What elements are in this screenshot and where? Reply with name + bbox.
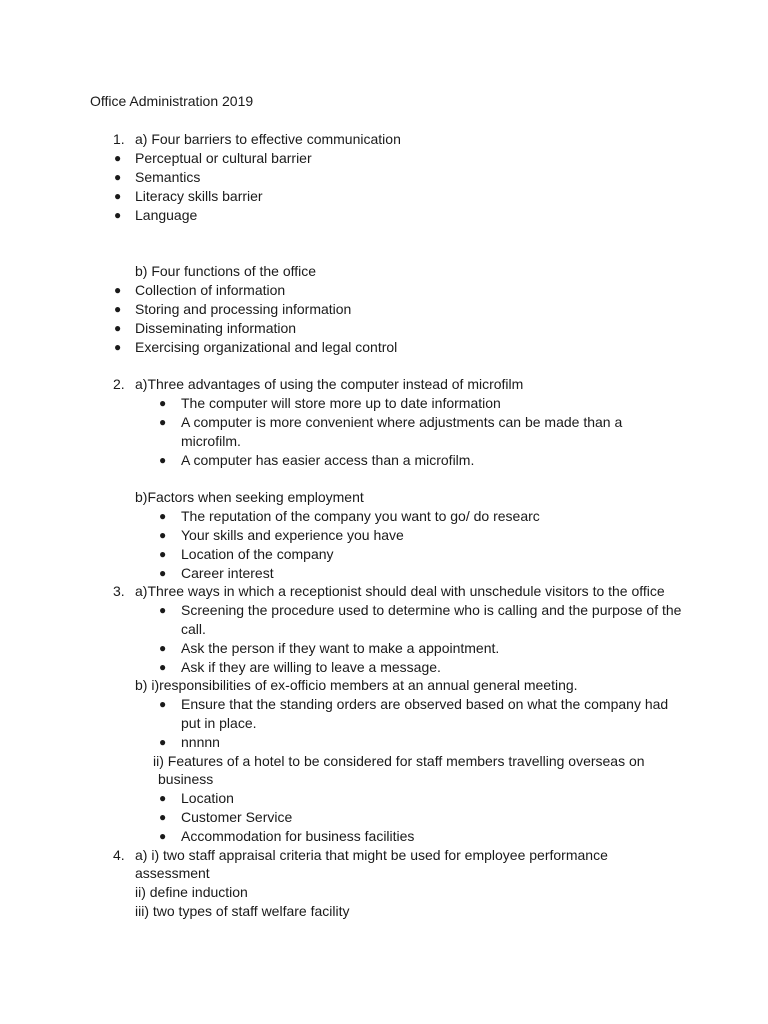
q2-b-item: The reputation of the company you want to go/ do researc <box>181 508 540 524</box>
q1-b-item: Exercising organizational and legal control <box>135 339 398 355</box>
bullet-icon: ● <box>159 791 167 805</box>
bullet-icon: ● <box>159 396 167 410</box>
q3-a-item: Screening the procedure used to determine who is calling and the purpose of the <box>181 602 682 618</box>
q2-a-item-continuation: microfilm. <box>181 433 241 449</box>
document-title: Office Administration 2019 <box>90 93 254 109</box>
bullet-icon: ● <box>114 302 122 316</box>
q2-a-item: The computer will store more up to date information <box>181 395 501 411</box>
q1-a-heading: a) Four barriers to effective communication <box>135 131 401 147</box>
q3-a-item-continuation: call. <box>181 621 206 637</box>
q3-a-heading: a)Three ways in which a receptionist should deal with unschedule visitors to the office <box>135 583 665 599</box>
bullet-icon: ● <box>159 415 167 429</box>
bullet-icon: ● <box>114 189 122 203</box>
q1-a-item: Literacy skills barrier <box>135 188 263 204</box>
bullet-icon: ● <box>114 283 122 297</box>
q4-a-i: a) i) two staff appraisal criteria that might be used for employee performance <box>135 847 608 863</box>
q1-b-item: Storing and processing information <box>135 301 352 317</box>
q3-a-item: Ask the person if they want to make a appointment. <box>181 640 500 656</box>
bullet-icon: ● <box>159 566 167 580</box>
bullet-icon: ● <box>114 208 122 222</box>
bullet-icon: ● <box>159 735 167 749</box>
q3-b-ii-item: Accommodation for business facilities <box>181 828 415 844</box>
q3-b-ii-heading: ii) Features of a hotel to be considered for staff members travelling overseas on <box>153 753 645 769</box>
bullet-icon: ● <box>159 547 167 561</box>
q2-a-item: A computer has easier access than a microfilm. <box>181 452 475 468</box>
q1-a-item: Perceptual or cultural barrier <box>135 150 312 166</box>
q3-number: 3. <box>113 583 125 599</box>
bullet-icon: ● <box>159 509 167 523</box>
q2-b-item: Your skills and experience you have <box>181 527 404 543</box>
q1-a-item: Semantics <box>135 169 201 185</box>
q3-b-i-item: Ensure that the standing orders are observed based on what the company had <box>181 696 669 712</box>
bullet-icon: ● <box>159 697 167 711</box>
q3-b-ii-item: Customer Service <box>181 809 293 825</box>
q2-a-heading: a)Three advantages of using the computer instead of microfilm <box>135 376 524 392</box>
q2-a-item: A computer is more convenient where adjustments can be made than a <box>181 414 623 430</box>
q2-b-heading: b)Factors when seeking employment <box>135 489 364 505</box>
q4-a-i-continuation: assessment <box>135 865 210 881</box>
bullet-icon: ● <box>159 660 167 674</box>
q4-number: 4. <box>113 847 125 863</box>
bullet-icon: ● <box>114 170 122 184</box>
q1-number: 1. <box>113 131 125 147</box>
q4-a-iii: iii) two types of staff welfare facility <box>135 903 350 919</box>
bullet-icon: ● <box>159 810 167 824</box>
bullet-icon: ● <box>114 151 122 165</box>
q3-a-item: Ask if they are willing to leave a message. <box>181 659 441 675</box>
bullet-icon: ● <box>114 321 122 335</box>
q1-a-item: Language <box>135 207 198 223</box>
q3-b-i-item-continuation: put in place. <box>181 715 257 731</box>
bullet-icon: ● <box>159 528 167 542</box>
q3-b-i-heading: b) i)responsibilities of ex-officio members at an annual general meeting. <box>135 677 578 693</box>
q1-b-item: Collection of information <box>135 282 286 298</box>
q1-b-heading: b) Four functions of the office <box>135 263 317 279</box>
bullet-icon: ● <box>114 340 122 354</box>
bullet-icon: ● <box>159 641 167 655</box>
q3-b-i-item: nnnnn <box>181 734 220 750</box>
q2-b-item: Career interest <box>181 565 274 581</box>
bullet-icon: ● <box>159 603 167 617</box>
q3-b-ii-item: Location <box>181 790 234 806</box>
q2-b-item: Location of the company <box>181 546 334 562</box>
q2-number: 2. <box>113 376 125 392</box>
bullet-icon: ● <box>159 453 167 467</box>
q1-b-item: Disseminating information <box>135 320 297 336</box>
bullet-icon: ● <box>159 829 167 843</box>
q3-b-ii-heading-continuation: business <box>158 771 214 787</box>
q4-a-ii: ii) define induction <box>135 884 248 900</box>
